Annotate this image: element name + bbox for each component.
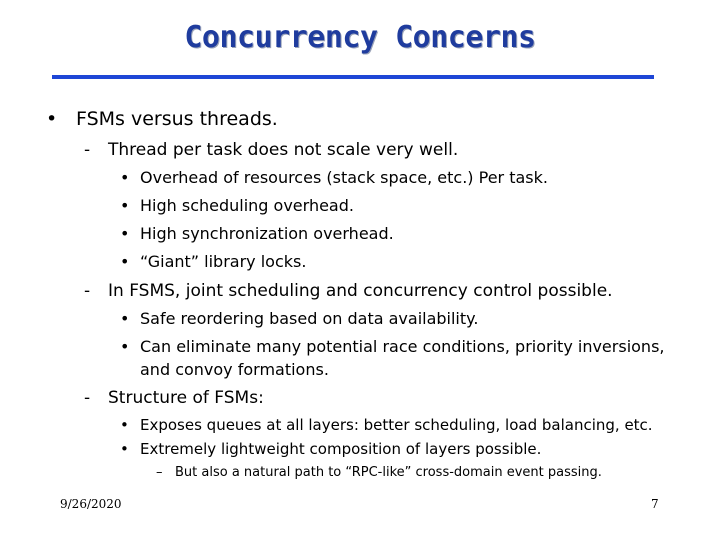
bullet-marker: • [120, 416, 129, 434]
bullet-marker: • [120, 440, 129, 458]
bullet-marker: • [120, 224, 130, 243]
subpoint-rpc-like: But also a natural path to “RPC-like” cross-domain event passing. [175, 465, 602, 480]
bullet-marker: • [120, 309, 130, 328]
dash-marker: - [84, 140, 91, 160]
bullet-marker: • [120, 337, 130, 356]
bullet-fsms-vs-threads: FSMs versus threads. [76, 108, 278, 130]
point-scheduling-overhead: High scheduling overhead. [140, 196, 354, 215]
point-eliminate-race: Can eliminate many potential race conditions, priority inversions, [140, 337, 665, 356]
point-synchronization-overhead: High synchronization overhead. [140, 224, 394, 243]
point-overhead-resources: Overhead of resources (stack space, etc.) Per task. [140, 168, 548, 187]
point-eliminate-race-cont: and convoy formations. [140, 360, 329, 379]
point-exposes-queues: Exposes queues at all layers: better scheduling, load balancing, etc. [140, 416, 653, 434]
bullet-marker: • [120, 196, 130, 215]
footer-date: 9/26/2020 [60, 497, 122, 511]
bullet-marker: • [120, 252, 130, 271]
bullet-marker: • [120, 168, 130, 187]
sub-fsms-joint-scheduling: In FSMS, joint scheduling and concurrency control possible. [108, 281, 613, 301]
point-safe-reordering: Safe reordering based on data availability. [140, 309, 479, 328]
sub-structure-fsms: Structure of FSMs: [108, 388, 264, 408]
dash-marker: - [84, 281, 91, 301]
sub-thread-per-task: Thread per task does not scale very well. [108, 140, 459, 160]
dash-marker: - [84, 388, 91, 408]
en-dash-marker: – [156, 465, 163, 480]
slide-title: Concurrency Concerns [184, 20, 536, 55]
page-number: 7 [651, 497, 659, 511]
point-lightweight-composition: Extremely lightweight composition of layers possible. [140, 440, 542, 458]
title-underline [52, 75, 654, 79]
bullet-marker: • [46, 108, 58, 130]
point-giant-locks: “Giant” library locks. [140, 252, 307, 271]
